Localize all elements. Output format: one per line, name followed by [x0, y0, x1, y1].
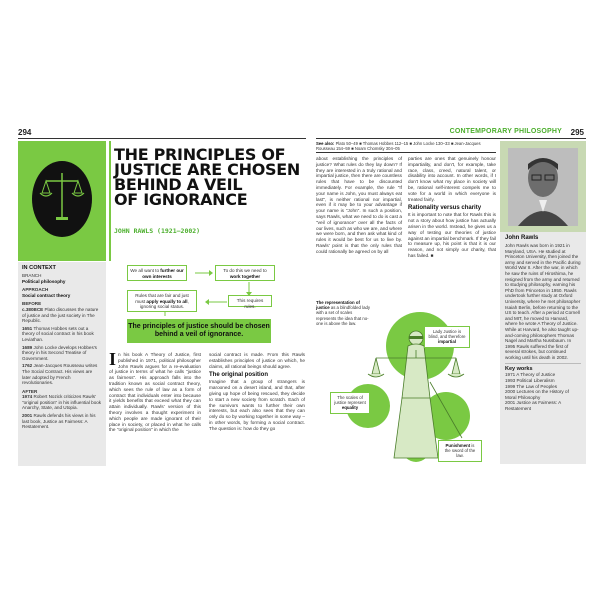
after-item: 2001 Rawls defends his views in his last book, Justice as Fairness: A Restatement. — [22, 413, 96, 430]
subheading-original-position: The original position — [209, 372, 268, 379]
after-item: 1974 Robert Nozick criticizes Rawls' "original position" in his influential book Anarchy, State, and Utopia. — [22, 394, 102, 411]
before-item: 1689 John Locke develops Hobbes's theory in his Second Treatise of Government. — [22, 344, 97, 361]
branch-label: BRANCH — [22, 273, 42, 278]
section-title: CONTEMPORARY PHILOSOPHY — [449, 128, 562, 135]
right-body-column-1: about establishing the principles of justice? What rules do they lay down? If they are interested in a truly rational and impartial justice, then there are countless rules that have to be discounted immediately. For example, the rule "If your name is John, you must always eat last", is neither rational nor impartial, even if it may be to your advantage if your name is "John". In such a position, says Rawls, what we need to do is cast a "veil of ignorance" over all the facts of our lives, such as who we are, and where we were born, and then ask what kind of rules it would be best for us to live by. Rawls' point is that the only rules that could rationally be agreed on by all — [316, 156, 402, 254]
flow-box-work-together: To do this we need to work together — [215, 265, 275, 281]
key-works-heading: Key works — [505, 363, 581, 372]
portrait-image — [508, 148, 578, 226]
key-work-item: 2001 Justice as Fairness: A Restatement — [505, 400, 561, 412]
approach-label: APPROACH — [22, 287, 49, 293]
key-work-item: 1971 A Theory of Justice — [505, 372, 556, 378]
illustration-caption: The representation of justice as a blindfolded lady with a set of scales represents the idea that no-one is above the law. — [316, 300, 370, 326]
body-column-2: social contract is made. From this Rawls establishes principles of justice on which, he claims, all rational beings should agree. The original position Imagine that a group of strangers is marooned on a desert island, and that, after giving up hope of being rescued, they decide to start a new society from scratch. Each of the survivors wants to further their own interests, but each also sees that they can only do so by working together in some way – in other words, by forming a social contract. The question is: how do they go — [209, 352, 305, 431]
before-label: BEFORE — [22, 301, 42, 307]
callout-equality: The scales of justice represent equality — [330, 392, 370, 414]
see-also-rule — [316, 152, 496, 153]
subheading-rationality: Rationality versus charity — [408, 205, 482, 212]
before-item: 1651 Thomas Hobbes sets out a theory of social contract in his book Leviathan. — [22, 325, 94, 342]
key-work-item: 1999 The Law of Peoples — [505, 383, 558, 389]
body-column-1: I n his book A Theory of Justice, first published in 1971, political philosopher John Rawls argues for a re-evaluation of justice in terms of what he calls "justice as fairness". His approach falls into the tradition known as social contract theory, which sees the rule of law as a form of contract that individuals enter into because it yields benefits that exceed what they can attain individually. Rawls' version of this theory involves a thought experiment in which people are made ignorant of their place in society, or placed in what he calls the "original position" in which the — [109, 349, 201, 433]
page-title: THE PRINCIPLES OF JUSTICE ARE CHOSEN BEHIND A VEIL OF IGNORANCE — [114, 145, 300, 209]
see-also: See also: Plato 50–49 ■ Thomas Hobbes 112–15 ■ John Locke 130–33 ■ Jean-Jacques Rousseau 154–59 ■ Noam Chomsky 304–05 — [316, 141, 481, 151]
page-number-left: 294 — [18, 128, 32, 137]
in-context-panel — [18, 262, 106, 466]
flow-box-rules: This requires rules. — [228, 295, 272, 307]
callout-impartial: Lady Justice is blind, and therefore impartial — [424, 326, 470, 348]
approach-value: Social contract theory — [22, 292, 71, 298]
top-rule-left — [18, 138, 306, 139]
in-context-heading: IN CONTEXT — [22, 265, 56, 271]
justice-face-icon — [18, 141, 106, 261]
before-item: 1762 Jean-Jacques Rousseau writes The Social Contract. His views are later adopted by French revolutionaries. — [22, 363, 98, 386]
bio-text: John Rawls was born in 1921 in Maryland, USA. He studied at Princeton University, then joined the army and served in the Pacific during World War II. After the war, in which he saw the ruins of Hiroshima, he resigned from the army and returned to studying philosophy, earning his PhD from Princeton in 1950. Rawls undertook further study at Oxford University, where he met philosopher Isaiah Berlin, before returning to the US to teach. After a period at Cornell and MIT, he moved to Harvard, where he wrote A Theory of Justice. While at Harvard, he also taught up-and-coming philosophers Thomas Nagel and Martha Nussbaum. In 1995 Rawls suffered the first of several strokes, but continued working until his death in 2002. — [505, 243, 581, 360]
right-body-column-2: parties are ones that genuinely honour impartiality, and don't, for example, take race, class, creed, natural talent, or disability into account. In other words, if I don't know what my place in society will be, rational self-interest compels me to vote for a world in which everyone is treated fairly. Rationality versus charity It is important to note that for Rawls this is not a story about how justice has actually arisen in the world. Instead, he gives us a way of testing our theories of justice against an impartial benchmark. If they fail to measure up, his point is that it is our reason, and not simply our charity, that has failed. ■ — [408, 156, 496, 258]
key-work-item: 2000 Lectures on the History of Moral Philosophy — [505, 389, 569, 400]
flow-box-apply-equally: Rules that are fair and just must apply equally to all, ignoring social status. — [127, 290, 197, 312]
bio-name: John Rawls — [505, 235, 539, 241]
conclusion-banner: The principles of justice should be chosen behind a veil of ignorance. — [127, 319, 271, 343]
top-rule-right — [316, 138, 586, 139]
drop-cap: I — [109, 349, 117, 369]
key-work-item: 1993 Political Liberalism — [505, 378, 555, 384]
author-line: JOHN RAWLS (1921–2002) — [114, 227, 201, 235]
before-item: c.380BCE Plato discusses the nature of justice and the just society in The Republic. — [22, 306, 99, 324]
after-label: AFTER — [22, 388, 38, 394]
branch-value: Political philosophy — [22, 278, 66, 284]
biography-panel — [500, 232, 586, 464]
flow-box-interests: We all want to further our own interests — [127, 265, 187, 281]
callout-punishment: Punishment is the sword of the law. — [438, 440, 482, 462]
page-number-right: 295 — [570, 128, 584, 137]
